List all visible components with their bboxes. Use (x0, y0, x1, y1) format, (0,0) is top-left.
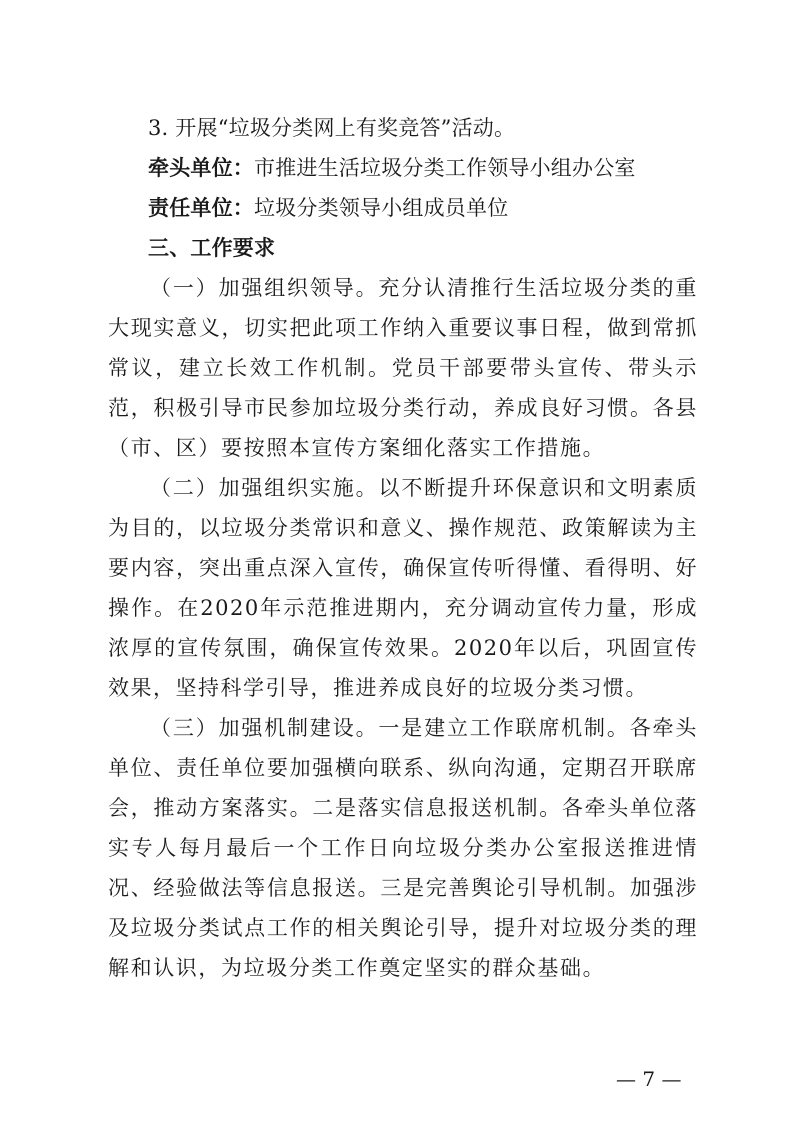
responsible-unit-label: 责任单位： (148, 196, 254, 220)
lead-unit-value: 市推进生活垃圾分类工作领导小组办公室 (254, 156, 636, 180)
lead-unit-line (108, 148, 698, 188)
responsible-unit-value: 垃圾分类领导小组成员单位 (254, 196, 509, 220)
page-number: — 7 — (616, 1067, 682, 1091)
paragraph-organization-implementation: （二）加强组织实施。以不断提升环保意识和文明素质为目的，以垃圾分类常识和意义、操作规范、政策解读为主要内容，突出重点深入宣传，确保宣传听得懂、看得明、好操作。在2020年示范推进期内，充分调动宣传力量，形成浓厚的宣传氛围，确保宣传效果。2020年以后，巩固宣传效果，坚持科学引导，推进养成良好的垃圾分类习惯。 (108, 476, 698, 700)
paragraph-organization-leadership: （一）加强组织领导。充分认清推行生活垃圾分类的重大现实意义，切实把此项工作纳入重要议事日程，做到常抓常议，建立长效工作机制。党员干部要带头宣传、带头示范，积极引导市民参加垃圾分类行动，养成良好习惯。各县（市、区）要按照本宣传方案细化落实工作措施。 (108, 276, 698, 460)
item-3-line: 3. 开展“垃圾分类网上有奖竞答”活动。 (148, 116, 516, 140)
document-body (108, 108, 698, 988)
lead-unit-label: 牵头单位： (148, 156, 254, 180)
responsible-unit-line (108, 188, 698, 228)
section-heading: 三、工作要求 (148, 236, 276, 260)
paragraph-mechanism-building: （三）加强机制建设。一是建立工作联席机制。各牵头单位、责任单位要加强横向联系、纵向沟通，定期召开联席会，推动方案落实。二是落实信息报送机制。各牵头单位落实专人每月最后一个工作日向垃圾分类办公室报送推进情况、经验做法等信息报送。三是完善舆论引导机制。加强涉及垃圾分类试点工作的相关舆论引导，提升对垃圾分类的理解和认识，为垃圾分类工作奠定坚实的群众基础。 (108, 716, 698, 980)
